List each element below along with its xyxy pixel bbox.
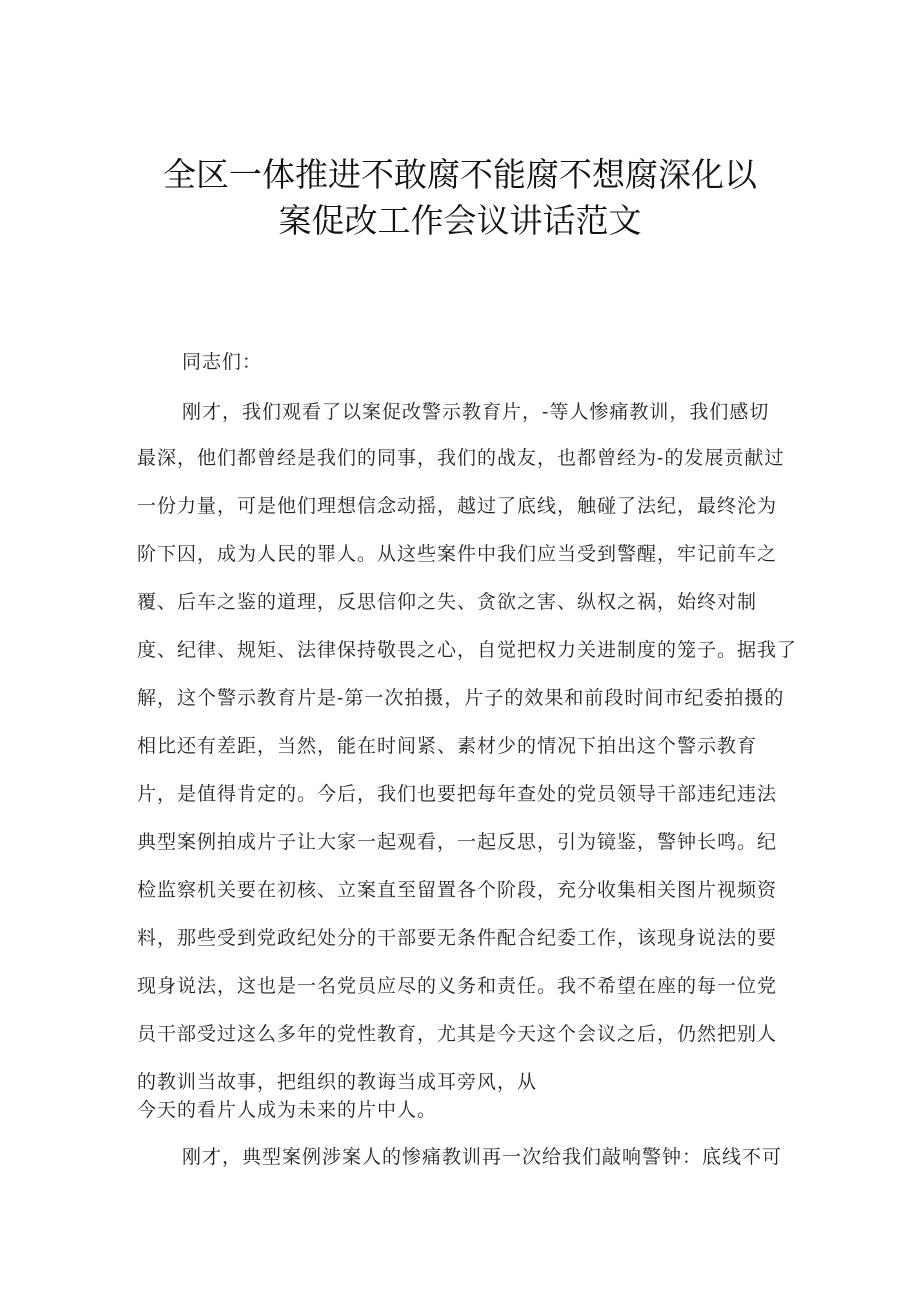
body-line: 刚才，我们观看了以案促改警示教育片，-等人惨痛教训，我们感切 — [182, 401, 770, 423]
body-line: 最深，他们都曾经是我们的同事，我们的战友，也都曾经为-的发展贡献过 — [137, 447, 785, 469]
body-line: 覆、后车之鉴的道理，反思信仰之失、贪欲之害、纵权之祸，始终对制 — [137, 591, 758, 613]
body-line: 现身说法，这也是一名党员应尽的义务和责任。我不希望在座的每一位党 — [137, 975, 778, 997]
document-title-line-1: 全区一体推进不敢腐不能腐不想腐深化以 — [163, 155, 757, 194]
salutation: 同志们： — [182, 351, 263, 373]
body-line: 片，是值得肯定的。今后，我们也要把每年查处的党员领导干部违纪违法 — [137, 783, 778, 805]
body-line: 一份力量，可是他们理想信念动摇，越过了底线，触碰了法纪，最终沦为 — [137, 495, 778, 517]
body-line: 料，那些受到党政纪处分的干部要无条件配合纪委工作，该现身说法的要 — [137, 927, 778, 949]
body-line: 的教训当故事，把组织的教诲当成耳旁风，从 — [137, 1071, 538, 1093]
body-line: 相比还有差距，当然，能在时间紧、素材少的情况下拍出这个警示教育 — [137, 735, 758, 757]
body-line: 今天的看片人成为未来的片中人。 — [137, 1099, 438, 1121]
document-title-line-2: 案促改工作会议讲话范文 — [278, 201, 642, 240]
body-line: 解，这个警示教育片是-第一次拍摄，片子的效果和前段时间市纪委拍摄的 — [137, 687, 785, 709]
body-line: 典型案例拍成片子让大家一起观看，一起反思，引为镜鉴，警钟长鸣。纪 — [137, 831, 778, 853]
body-line: 刚才，典型案例涉案人的惨痛教训再一次给我们敲响警钟：底线不可 — [182, 1146, 783, 1168]
body-line: 度、纪律、规矩、法律保持敬畏之心，自觉把权力关进制度的笼子。据我了 — [137, 639, 798, 661]
body-line: 员干部受过这么多年的党性教育，尤其是今天这个会议之后，仍然把别人 — [137, 1023, 778, 1045]
body-line: 检监察机关要在初核、立案直至留置各个阶段，充分收集相关图片视频资 — [137, 879, 778, 901]
body-line: 阶下囚，成为人民的罪人。从这些案件中我们应当受到警醒，牢记前车之 — [137, 543, 778, 565]
